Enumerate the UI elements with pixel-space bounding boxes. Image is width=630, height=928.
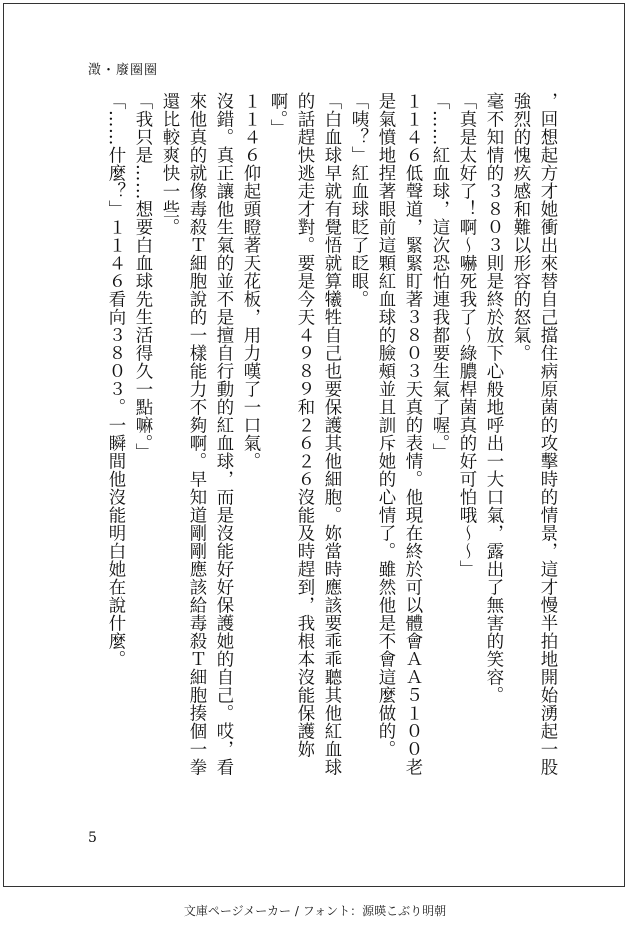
page-frame xyxy=(3,3,625,887)
paragraph: 「……紅血球，這次恐怕連我都要生氣了喔。」 xyxy=(429,92,449,462)
footer-credit: 文庫ページメーカー / フォント：源暎こぶり明朝 xyxy=(183,904,447,918)
paragraph: 「咦？」紅血球眨了眨眼。 xyxy=(348,92,368,308)
paragraph: 毫不知情的３８０３則是終於放下心般地呼出一大口氣，露出了無害的笑容。 xyxy=(483,92,503,704)
paragraph: 「……什麼？」１１４６看向３８０３。一瞬間他沒能明白她在說什麼。 xyxy=(105,92,125,668)
paragraph: 沒錯。真正讓他生氣的並不是擅自行動的紅血球，而是沒能好好保護她的自己。哎，看來他真的就像毒殺Ｔ細胞說的一樣能力不夠啊。早知道剛剛應該給毒殺Ｔ細胞揍個一拳還比較爽快一些。 xyxy=(159,92,233,776)
paragraph: 「真是太好了！啊～嚇死我了～綠膿桿菌真的好可怕哦～～」 xyxy=(456,92,476,578)
paragraph: 「白血球早就有覺悟就算犧牲自己也要保護其他細胞。妳當時應該要乖乖聽其他紅血球的話趕快逃走才對。要是今天４９８９和２６２６沒能及時趕到，我根本沒能保護妳啊。」 xyxy=(267,92,341,776)
running-header: 澂・廢圈圈 xyxy=(88,63,159,78)
paragraph: ，回想起方才她衝出來替自己擋住病原菌的攻擊時的情景，這才慢半拍地開始湧起一股強烈的愧疚感和難以形容的怒氣。 xyxy=(510,92,557,776)
paragraph: 「我只是……想要白血球先生活得久一點嘛。」 xyxy=(132,92,152,462)
paragraph: １１４６仰起頭瞪著天花板，用力嘆了一口氣。 xyxy=(240,92,260,470)
page-number: 5 xyxy=(88,830,97,846)
body-text xyxy=(88,92,560,792)
paragraph: １１４６低聲道，緊緊盯著３８０３天真的表情。他現在終於可以體會ＡＡ５１００老是氣憤地捏著眼前這顆紅血球的臉頰並且訓斥她的心情了。雖然他是不會這麼做的。 xyxy=(375,92,422,776)
